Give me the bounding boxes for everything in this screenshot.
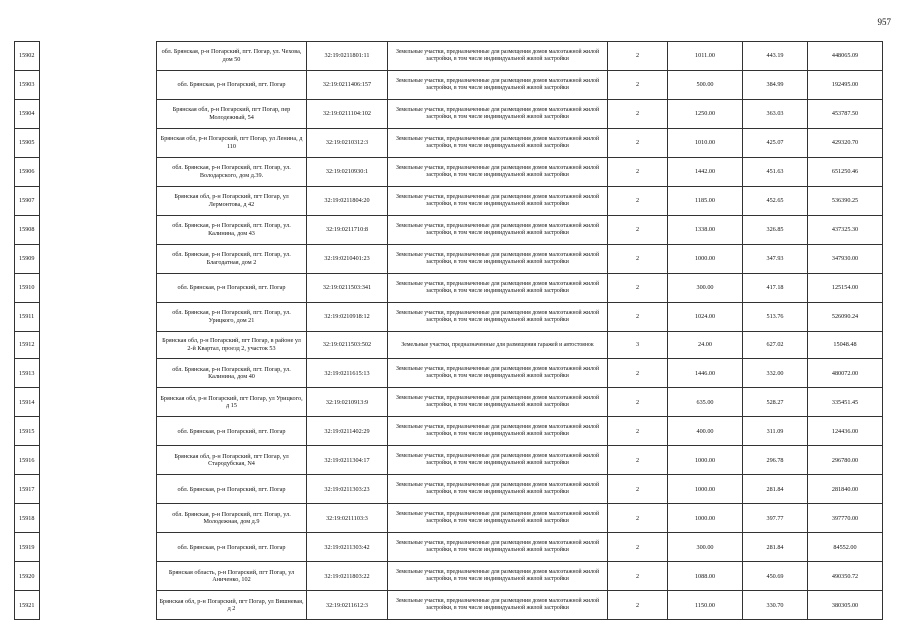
area-cell: 1024.00: [668, 303, 743, 332]
table-row: [15, 187, 883, 216]
area-cell: 300.00: [668, 533, 743, 562]
record-number-cell: 15902: [15, 42, 40, 71]
area-cell: 1250.00: [668, 100, 743, 129]
spacer-cell: [40, 100, 157, 129]
area-cell: 1000.00: [668, 245, 743, 274]
address-cell: обл. Брянская, р-н Погарский, пгт. Погар: [157, 533, 307, 562]
cadastral-number-cell: 32:19:0211104:102: [307, 100, 388, 129]
address-cell: обл. Брянская, р-н Погарский, пгт. Погар, ул. Благодатная, дом 2: [157, 245, 307, 274]
address-cell: обл. Брянская, р-н Погарский, пгт. Погар, ул. Молодежная, дом д.9: [157, 504, 307, 533]
record-number-cell: 15911: [15, 303, 40, 332]
specific-value-cell: 451.63: [743, 158, 808, 187]
land-use-purpose-cell: Земельные участки, предназначенные для размещения домов малоэтажной жилой застройки, в том числе индивидуальной жилой застройки: [388, 504, 608, 533]
address-cell: обл. Брянская, р-н Погарский, пгт. Погар, ул. Урицкого, дом 21: [157, 303, 307, 332]
land-use-purpose-cell: Земельные участки, предназначенные для размещения домов малоэтажной жилой застройки, в том числе индивидуальной жилой застройки: [388, 158, 608, 187]
use-group-cell: 2: [608, 446, 668, 475]
specific-value-cell: 330.70: [743, 591, 808, 620]
area-cell: 1185.00: [668, 187, 743, 216]
table-row: [15, 388, 883, 417]
address-cell: обл. Брянская, р-н Погарский, пгт. Погар: [157, 475, 307, 504]
land-use-purpose-cell: Земельные участки, предназначенные для размещения домов малоэтажной жилой застройки, в том числе индивидуальной жилой застройки: [388, 359, 608, 388]
cadastral-value-table: [14, 41, 883, 620]
area-cell: 1000.00: [668, 446, 743, 475]
area-cell: 24.00: [668, 332, 743, 359]
land-use-purpose-cell: Земельные участки, предназначенные для размещения домов малоэтажной жилой застройки, в том числе индивидуальной жилой застройки: [388, 71, 608, 100]
cadastral-value-cell: 347930.00: [808, 245, 883, 274]
record-number-cell: 15906: [15, 158, 40, 187]
record-number-cell: 15907: [15, 187, 40, 216]
table-row: [15, 158, 883, 187]
area-cell: 1000.00: [668, 504, 743, 533]
address-cell: обл. Брянская, р-н Погарский, пгт. Погар, ул. Калинина, дом 43: [157, 216, 307, 245]
land-use-purpose-cell: Земельные участки, предназначенные для размещения домов малоэтажной жилой застройки, в том числе индивидуальной жилой застройки: [388, 274, 608, 303]
area-cell: 400.00: [668, 417, 743, 446]
land-use-purpose-cell: Земельные участки, предназначенные для размещения домов малоэтажной жилой застройки, в том числе индивидуальной жилой застройки: [388, 187, 608, 216]
address-cell: Брянская обл, р-н Погарский, пгт Погар, пер Молодежный, 54: [157, 100, 307, 129]
area-cell: 1150.00: [668, 591, 743, 620]
table-row: [15, 591, 883, 620]
cadastral-number-cell: 32:19:0211304:17: [307, 446, 388, 475]
table-row: [15, 562, 883, 591]
record-number-cell: 15908: [15, 216, 40, 245]
spacer-cell: [40, 303, 157, 332]
use-group-cell: 2: [608, 591, 668, 620]
area-cell: 500.00: [668, 71, 743, 100]
record-number-cell: 15909: [15, 245, 40, 274]
cadastral-value-cell: 124436.00: [808, 417, 883, 446]
cadastral-number-cell: 32:19:0210930:1: [307, 158, 388, 187]
specific-value-cell: 425.07: [743, 129, 808, 158]
specific-value-cell: 281.84: [743, 475, 808, 504]
use-group-cell: 3: [608, 332, 668, 359]
cadastral-value-cell: 15048.48: [808, 332, 883, 359]
record-number-cell: 15917: [15, 475, 40, 504]
address-cell: Брянская обл, р-н Погарский, пгт Погар, ул Стародубская, N4: [157, 446, 307, 475]
cadastral-value-cell: 453787.50: [808, 100, 883, 129]
land-use-purpose-cell: Земельные участки, предназначенные для размещения домов малоэтажной жилой застройки, в том числе индивидуальной жилой застройки: [388, 562, 608, 591]
record-number-cell: 15915: [15, 417, 40, 446]
address-cell: обл. Брянская, р-н Погарский, пгт. Погар, ул. Калинина, дом 40: [157, 359, 307, 388]
address-cell: обл. Брянская, р-н Погарский, пгт. Погар, ул. Чехова, дом 50: [157, 42, 307, 71]
land-use-purpose-cell: Земельные участки, предназначенные для размещения домов малоэтажной жилой застройки, в том числе индивидуальной жилой застройки: [388, 42, 608, 71]
cadastral-number-cell: 32:19:0211803:22: [307, 562, 388, 591]
record-number-cell: 15918: [15, 504, 40, 533]
specific-value-cell: 417.18: [743, 274, 808, 303]
spacer-cell: [40, 359, 157, 388]
use-group-cell: 2: [608, 388, 668, 417]
table-row: [15, 332, 883, 359]
address-cell: обл. Брянская, р-н Погарский, пгт. Погар: [157, 274, 307, 303]
spacer-cell: [40, 562, 157, 591]
table-row: [15, 42, 883, 71]
spacer-cell: [40, 187, 157, 216]
land-use-purpose-cell: Земельные участки, предназначенные для размещения домов малоэтажной жилой застройки, в том числе индивидуальной жилой застройки: [388, 417, 608, 446]
land-use-purpose-cell: Земельные участки, предназначенные для размещения домов малоэтажной жилой застройки, в том числе индивидуальной жилой застройки: [388, 245, 608, 274]
table-row: [15, 245, 883, 274]
specific-value-cell: 332.00: [743, 359, 808, 388]
cadastral-number-cell: 32:19:0211303:42: [307, 533, 388, 562]
land-use-purpose-cell: Земельные участки, предназначенные для размещения домов малоэтажной жилой застройки, в том числе индивидуальной жилой застройки: [388, 129, 608, 158]
specific-value-cell: 450.69: [743, 562, 808, 591]
use-group-cell: 2: [608, 245, 668, 274]
cadastral-value-cell: 651250.46: [808, 158, 883, 187]
table-row: [15, 359, 883, 388]
record-number-cell: 15913: [15, 359, 40, 388]
area-cell: 1000.00: [668, 475, 743, 504]
cadastral-number-cell: 32:19:0211303:23: [307, 475, 388, 504]
cadastral-value-cell: 397770.00: [808, 504, 883, 533]
spacer-cell: [40, 332, 157, 359]
cadastral-number-cell: 32:19:0210312:3: [307, 129, 388, 158]
cadastral-value-cell: 526090.24: [808, 303, 883, 332]
spacer-cell: [40, 71, 157, 100]
use-group-cell: 2: [608, 100, 668, 129]
specific-value-cell: 528.27: [743, 388, 808, 417]
use-group-cell: 2: [608, 158, 668, 187]
area-cell: 635.00: [668, 388, 743, 417]
spacer-cell: [40, 504, 157, 533]
cadastral-value-cell: 480072.00: [808, 359, 883, 388]
address-cell: обл. Брянская, р-н Погарский, пгт. Погар: [157, 417, 307, 446]
land-use-purpose-cell: Земельные участки, предназначенные для размещения домов малоэтажной жилой застройки, в том числе индивидуальной жилой застройки: [388, 216, 608, 245]
specific-value-cell: 296.78: [743, 446, 808, 475]
use-group-cell: 2: [608, 533, 668, 562]
table-row: [15, 446, 883, 475]
record-number-cell: 15912: [15, 332, 40, 359]
specific-value-cell: 326.85: [743, 216, 808, 245]
cadastral-value-cell: 448065.09: [808, 42, 883, 71]
address-cell: обл. Брянская, р-н Погарский, пгт. Погар, ул. Володарского, дом д.39.: [157, 158, 307, 187]
cadastral-value-cell: 335451.45: [808, 388, 883, 417]
cadastral-number-cell: 32:19:0211801:11: [307, 42, 388, 71]
land-use-purpose-cell: Земельные участки, предназначенные для размещения домов малоэтажной жилой застройки, в том числе индивидуальной жилой застройки: [388, 475, 608, 504]
land-use-purpose-cell: Земельные участки, предназначенные для размещения домов малоэтажной жилой застройки, в том числе индивидуальной жилой застройки: [388, 591, 608, 620]
address-cell: Брянская обл, р-н Погарский, пгт Погар, ул Вишневая, д 2: [157, 591, 307, 620]
cadastral-value-cell: 437325.30: [808, 216, 883, 245]
cadastral-number-cell: 32:19:0211612:3: [307, 591, 388, 620]
spacer-cell: [40, 533, 157, 562]
table-row: [15, 475, 883, 504]
table-row: [15, 216, 883, 245]
use-group-cell: 2: [608, 504, 668, 533]
use-group-cell: 2: [608, 71, 668, 100]
table-row: [15, 274, 883, 303]
spacer-cell: [40, 129, 157, 158]
cadastral-number-cell: 32:19:0211103:3: [307, 504, 388, 533]
area-cell: 1442.00: [668, 158, 743, 187]
use-group-cell: 2: [608, 417, 668, 446]
record-number-cell: 15920: [15, 562, 40, 591]
record-number-cell: 15919: [15, 533, 40, 562]
record-number-cell: 15914: [15, 388, 40, 417]
record-number-cell: 15904: [15, 100, 40, 129]
table-row: [15, 504, 883, 533]
cadastral-value-cell: 125154.00: [808, 274, 883, 303]
record-number-cell: 15903: [15, 71, 40, 100]
cadastral-number-cell: 32:19:0210913:9: [307, 388, 388, 417]
cadastral-value-cell: 281840.00: [808, 475, 883, 504]
spacer-cell: [40, 417, 157, 446]
address-cell: Брянская обл, р-н Погарский, пгт Погар, в районе ул 2-й Квартал, проезд 2, участок 53: [157, 332, 307, 359]
land-use-purpose-cell: Земельные участки, предназначенные для размещения домов малоэтажной жилой застройки, в том числе индивидуальной жилой застройки: [388, 533, 608, 562]
use-group-cell: 2: [608, 475, 668, 504]
specific-value-cell: 384.99: [743, 71, 808, 100]
spacer-cell: [40, 216, 157, 245]
land-use-purpose-cell: Земельные участки, предназначенные для размещения домов малоэтажной жилой застройки, в том числе индивидуальной жилой застройки: [388, 388, 608, 417]
specific-value-cell: 627.02: [743, 332, 808, 359]
specific-value-cell: 397.77: [743, 504, 808, 533]
address-cell: Брянская обл, р-н Погарский, пгт Погар, ул Ленина, д 110: [157, 129, 307, 158]
cadastral-number-cell: 32:19:0211503:502: [307, 332, 388, 359]
cadastral-number-cell: 32:19:0211615:13: [307, 359, 388, 388]
cadastral-value-cell: 192495.00: [808, 71, 883, 100]
address-cell: обл. Брянская, р-н Погарский, пгт. Погар: [157, 71, 307, 100]
specific-value-cell: 347.93: [743, 245, 808, 274]
land-use-purpose-cell: Земельные участки, предназначенные для размещения гаражей и автостоянок: [388, 332, 608, 359]
specific-value-cell: 513.76: [743, 303, 808, 332]
use-group-cell: 2: [608, 216, 668, 245]
spacer-cell: [40, 42, 157, 71]
area-cell: 1011.00: [668, 42, 743, 71]
area-cell: 1338.00: [668, 216, 743, 245]
land-use-purpose-cell: Земельные участки, предназначенные для размещения домов малоэтажной жилой застройки, в том числе индивидуальной жилой застройки: [388, 446, 608, 475]
cadastral-number-cell: 32:19:0210401:23: [307, 245, 388, 274]
use-group-cell: 2: [608, 42, 668, 71]
record-number-cell: 15921: [15, 591, 40, 620]
specific-value-cell: 363.03: [743, 100, 808, 129]
table-row: [15, 100, 883, 129]
cadastral-number-cell: 32:19:0211402:29: [307, 417, 388, 446]
use-group-cell: 2: [608, 303, 668, 332]
cadastral-value-cell: 84552.00: [808, 533, 883, 562]
cadastral-value-cell: 536390.25: [808, 187, 883, 216]
use-group-cell: 2: [608, 129, 668, 158]
use-group-cell: 2: [608, 187, 668, 216]
cadastral-number-cell: 32:19:0211710:8: [307, 216, 388, 245]
cadastral-number-cell: 32:19:0211503:341: [307, 274, 388, 303]
land-use-purpose-cell: Земельные участки, предназначенные для размещения домов малоэтажной жилой застройки, в том числе индивидуальной жилой застройки: [388, 100, 608, 129]
use-group-cell: 2: [608, 274, 668, 303]
area-cell: 1446.00: [668, 359, 743, 388]
table-row: [15, 71, 883, 100]
page-number: 957: [877, 17, 891, 27]
area-cell: 1010.00: [668, 129, 743, 158]
spacer-cell: [40, 158, 157, 187]
specific-value-cell: 281.84: [743, 533, 808, 562]
table-row: [15, 417, 883, 446]
land-use-purpose-cell: Земельные участки, предназначенные для размещения домов малоэтажной жилой застройки, в том числе индивидуальной жилой застройки: [388, 303, 608, 332]
specific-value-cell: 311.09: [743, 417, 808, 446]
table-body: [15, 42, 883, 620]
area-cell: 1088.00: [668, 562, 743, 591]
cadastral-number-cell: 32:19:0211804:20: [307, 187, 388, 216]
spacer-cell: [40, 245, 157, 274]
table-row: [15, 303, 883, 332]
spacer-cell: [40, 274, 157, 303]
record-number-cell: 15916: [15, 446, 40, 475]
cadastral-value-cell: 296780.00: [808, 446, 883, 475]
table-row: [15, 533, 883, 562]
use-group-cell: 2: [608, 562, 668, 591]
address-cell: Брянская обл, р-н Погарский, пгт Погар, ул Урицкого, д 15: [157, 388, 307, 417]
address-cell: Брянская область, р-н Погарский, пгт Погар, ул Аниченко, 102: [157, 562, 307, 591]
cadastral-value-cell: 429320.70: [808, 129, 883, 158]
use-group-cell: 2: [608, 359, 668, 388]
cadastral-value-cell: 490350.72: [808, 562, 883, 591]
cadastral-value-cell: 380305.00: [808, 591, 883, 620]
spacer-cell: [40, 591, 157, 620]
address-cell: Брянская обл, р-н Погарский, пгт Погар, ул Лермонтова, д 42: [157, 187, 307, 216]
spacer-cell: [40, 475, 157, 504]
specific-value-cell: 443.19: [743, 42, 808, 71]
area-cell: 300.00: [668, 274, 743, 303]
specific-value-cell: 452.65: [743, 187, 808, 216]
cadastral-number-cell: 32:19:0211406:157: [307, 71, 388, 100]
spacer-cell: [40, 388, 157, 417]
spacer-cell: [40, 446, 157, 475]
table-row: [15, 129, 883, 158]
cadastral-number-cell: 32:19:0210918:12: [307, 303, 388, 332]
record-number-cell: 15905: [15, 129, 40, 158]
record-number-cell: 15910: [15, 274, 40, 303]
